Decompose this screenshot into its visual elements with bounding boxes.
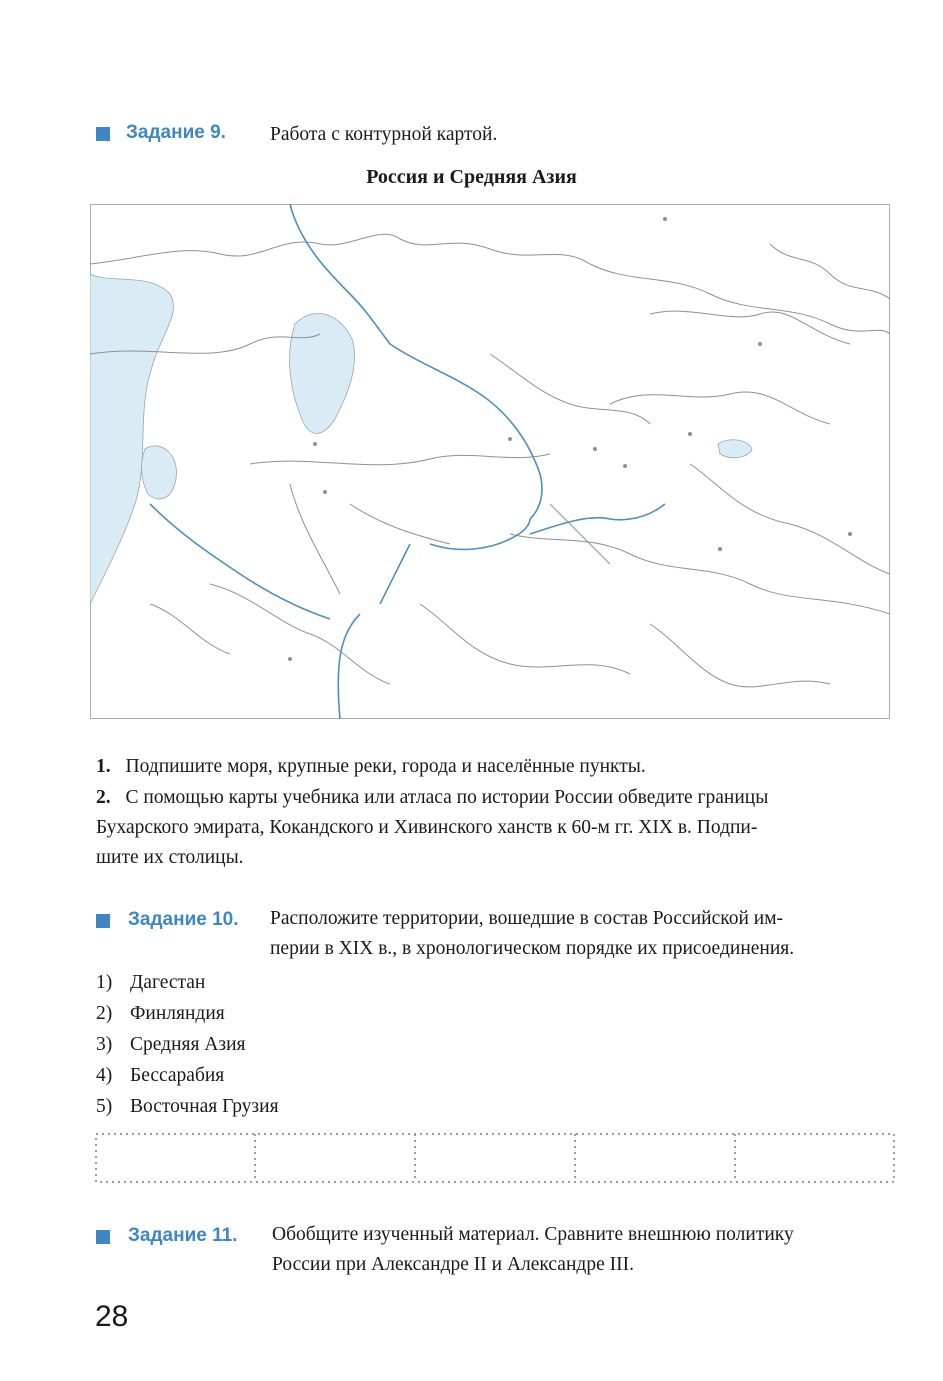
list-item: 3) Средняя Азия <box>96 1034 246 1055</box>
q2-line2: Бухарского эмирата, Кокандского и Хивинского ханств к 60-м гг. XIX в. Подпи- <box>96 817 758 838</box>
task11-label: Задание 11. <box>128 1225 238 1246</box>
answer-grid <box>95 1133 895 1183</box>
task10-line1: Расположите территории, вошедшие в состав Российской им- <box>270 908 784 929</box>
answer-cell-1[interactable] <box>98 1136 253 1180</box>
task11-line2: России при Александре II и Александре III. <box>272 1254 634 1275</box>
task11-line1: Обобщите изученный материал. Сравните внешнюю политику <box>272 1224 794 1245</box>
task10-line2: перии в XIX в., в хронологическом порядке их присоединения. <box>270 938 795 959</box>
q2-number: 2. <box>96 787 111 808</box>
q1-text: Подпишите моря, крупные реки, города и населённые пункты. <box>125 756 646 777</box>
q2-line1: С помощью карты учебника или атласа по истории России обведите границы <box>125 787 769 808</box>
answer-cell-2[interactable] <box>258 1136 413 1180</box>
task-marker-square <box>96 914 110 928</box>
task9-question-1 <box>96 752 646 782</box>
task10-text <box>270 904 895 964</box>
answer-cell-5[interactable] <box>738 1136 893 1180</box>
list-item: 1) Дагестан <box>96 972 206 993</box>
map-title: Россия и Средняя Азия <box>366 166 577 188</box>
task9-question-2 <box>96 783 896 873</box>
task9-text: Работа с контурной картой. <box>270 124 498 145</box>
task-marker-square <box>96 1230 110 1244</box>
q1-number: 1. <box>96 756 111 777</box>
q2-line3: шите их столицы. <box>96 847 244 868</box>
task-marker-square <box>96 127 110 141</box>
list-item: 2) Финляндия <box>96 1003 225 1024</box>
answer-cell-3[interactable] <box>418 1136 573 1180</box>
answer-cell-4[interactable] <box>578 1136 733 1180</box>
contour-map <box>90 204 890 719</box>
task9-label: Задание 9. <box>126 122 226 143</box>
list-item: 5) Восточная Грузия <box>96 1096 279 1117</box>
task11-text <box>272 1220 897 1280</box>
page-number: 28 <box>95 1300 129 1333</box>
list-item: 4) Бессарабия <box>96 1065 225 1086</box>
task10-label: Задание 10. <box>128 909 239 930</box>
